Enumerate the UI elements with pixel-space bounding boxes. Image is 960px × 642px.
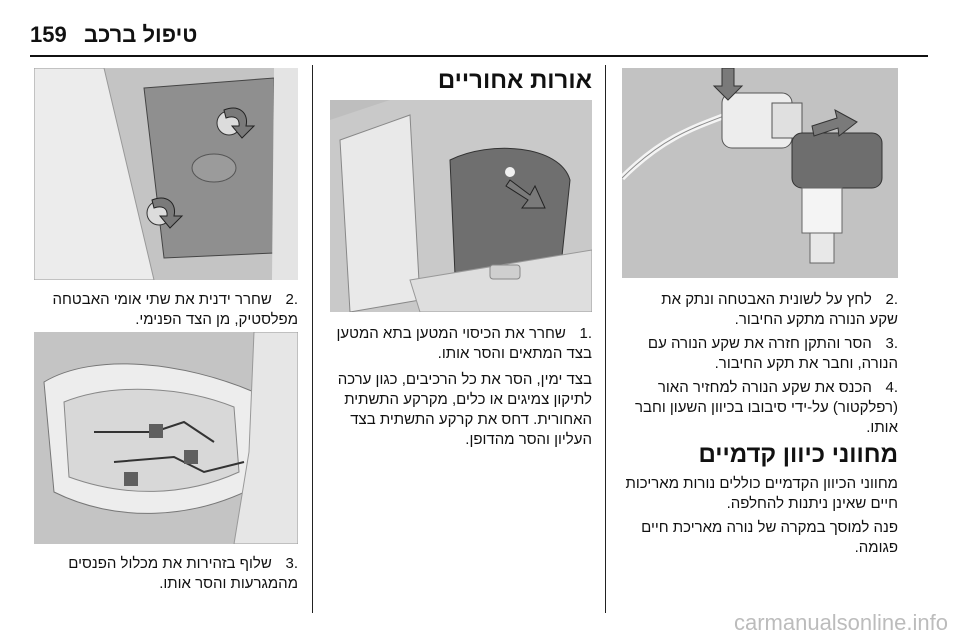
front-indicators-paragraph-2: פנה למוסך במקרה של נורה מאריכת חיים פגומה. [641,519,898,556]
column-divider-left [312,65,313,613]
trunk-cover-figure [330,100,592,312]
bulb-socket-figure [622,68,898,278]
chapter-title: טיפול ברכב [84,22,198,47]
trunk-side-cover-illustration [330,100,592,312]
header-rule [30,55,928,57]
middle-paragraph-1: בצד ימין, הסר את כל הרכיבים, כגון ערכה לתיקון צמיגים או כלים, מקרקע התשתית האחורית. דחס את קרקע התשתית בצד העליון והסר מהדופן. [337,371,592,448]
right-steps [630,290,898,442]
left-step-2: .2 שחרר ידנית את שתי אומי האבטחה מפלסטיק, מן הצד הפנימי. [52,291,298,328]
front-indicators-paragraph-1: מחווני הכיוון הקדמיים כוללים נורות מאריכות חיים שאינן ניתנות להחלפה. [625,475,898,512]
right-step-3: .3 הסר והתקן חזרה את שקע הנורה עם הנורה, וחבר את תקע החיבור. [647,335,898,372]
wing-nuts-illustration [34,68,298,280]
left-step-3-block [34,554,298,598]
page-number: 159 [30,22,67,47]
arrow-right-icon [812,110,857,136]
left-step-3: .3 שלוף בזהירות את מכלול הפנסים מהמגרעות והסר אותו. [68,555,298,592]
bulb-socket-illustration [622,68,898,278]
column-divider-right [605,65,606,613]
front-indicators-heading: מחווני כיוון קדמיים [698,441,898,468]
lamp-assembly-figure [34,332,298,544]
page-header [0,0,960,58]
right-step-2: .2 לחץ על לשונית האבטחה ונתק את שקע הנורה מתקע החיבור. [661,291,898,328]
wing-nuts-figure [34,68,298,280]
right-step-4: .4 הכנס את שקע הנורה למחזיר האור (רפלקטור) על-ידי סיבובו בכיוון השעון וחבר אותו. [634,379,898,436]
middle-text [330,324,592,454]
tail-lights-heading: אורות אחוריים [437,67,592,94]
middle-step-1: .1 שחרר את הכיסוי המטען בתא המטען בצד המתאים והסר אותו. [336,325,592,362]
left-step-2-block [34,290,298,334]
front-indicators-text [620,474,898,562]
watermark: carmanualsonline.info [733,610,948,635]
lamp-assembly-illustration [34,332,298,544]
